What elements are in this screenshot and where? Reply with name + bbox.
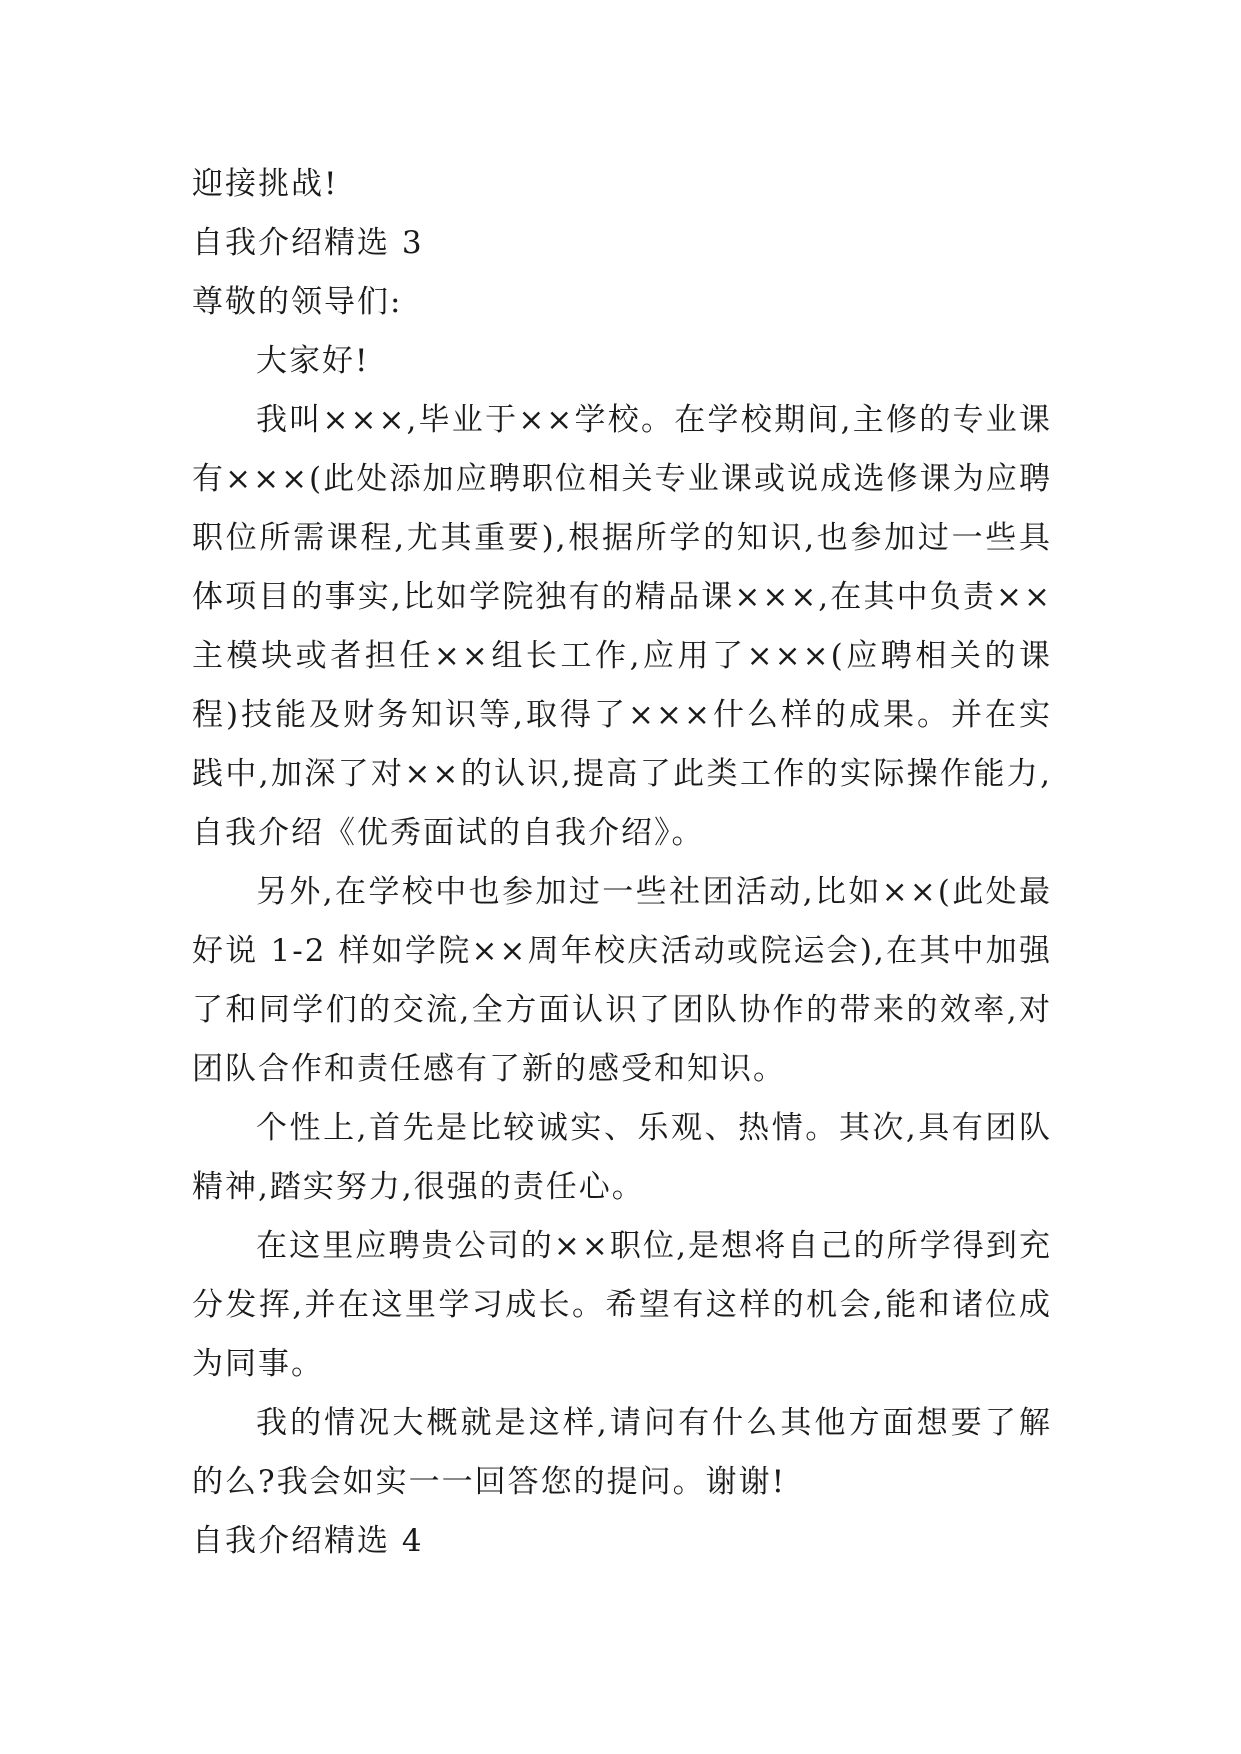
- document-body: [192, 155, 1052, 1571]
- paragraph-personality: 个性上,首先是比较诚实、乐观、热情。其次,具有团队精神,踏实努力,很强的责任心。: [192, 1110, 1052, 1205]
- paragraph-activities: 另外,在学校中也参加过一些社团活动,比如××(此处最好说 1-2 样如学院××周年校庆活动或院运会),在其中加强了和同学们的交流,全方面认识了团队协作的带来的效率,对团队合作和责任感有了新的感受和知识。: [192, 874, 1052, 1087]
- lead-line: 迎接挑战!: [192, 166, 339, 202]
- salutation: 尊敬的领导们:: [192, 284, 403, 320]
- paragraph-closing: 我的情况大概就是这样,请问有什么其他方面想要了解的么?我会如实一一回答您的提问。谢谢!: [192, 1405, 1052, 1500]
- section-heading-3: 自我介绍精选 3: [192, 225, 424, 261]
- paragraph-motivation: 在这里应聘贵公司的××职位,是想将自己的所学得到充分发挥,并在这里学习成长。希望有这样的机会,能和诸位成为同事。: [192, 1228, 1052, 1382]
- greeting: 大家好!: [256, 343, 370, 379]
- paragraph-education: 我叫×××,毕业于××学校。在学校期间,主修的专业课有×××(此处添加应聘职位相关专业课或说成选修课为应聘职位所需课程,尤其重要),根据所学的知识,也参加过一些具体项目的事实,比如学院独有的精品课×××,在其中负责××主模块或者担任××组长工作,应用了×××(应聘相关的课程)技能及财务知识等,取得了×××什么样的成果。并在实践中,加深了对××的认识,提高了此类工作的实际操作能力,自我介绍《优秀面试的自我介绍》。: [192, 402, 1052, 851]
- section-heading-4: 自我介绍精选 4: [192, 1523, 424, 1559]
